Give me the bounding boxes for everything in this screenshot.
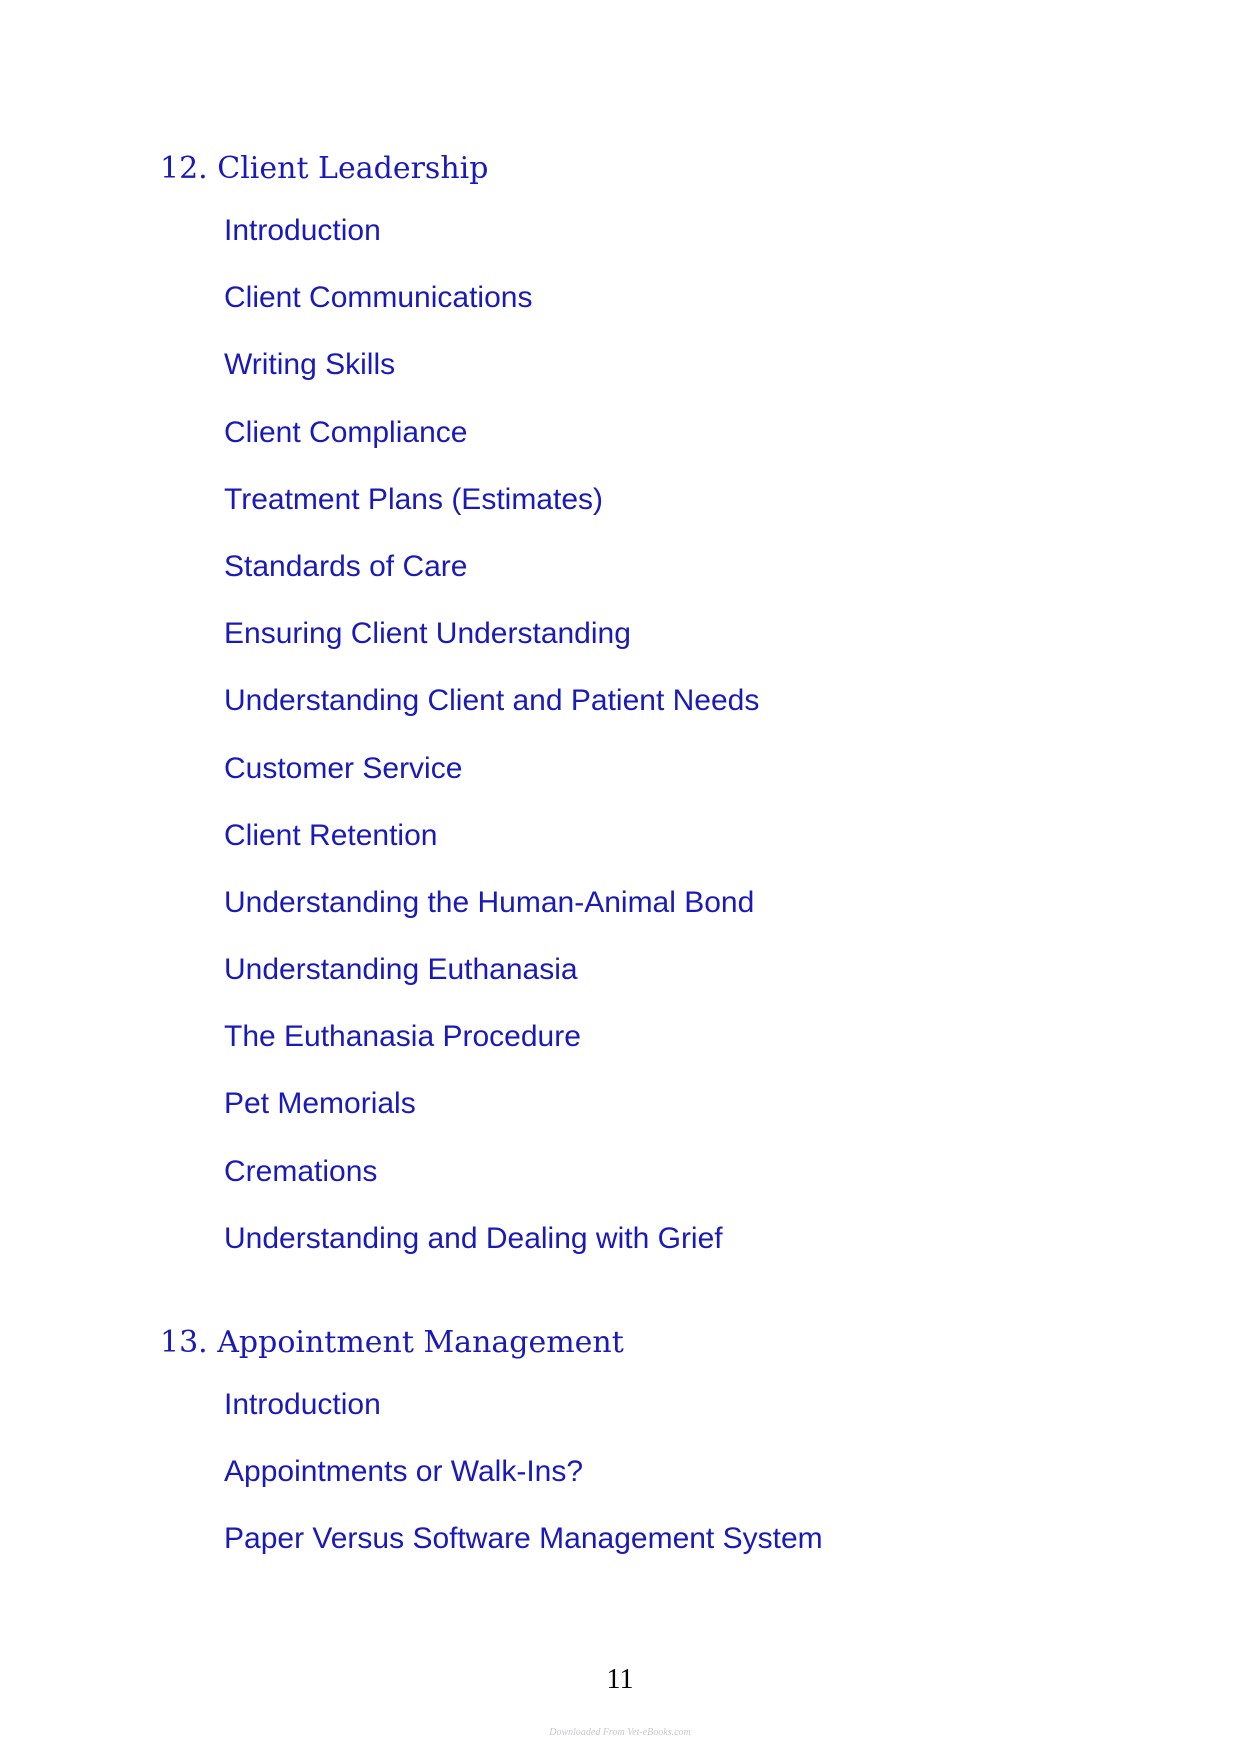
- toc-item-introduction[interactable]: [224, 211, 759, 278]
- toc-link[interactable]: Pet Memorials: [224, 1087, 416, 1121]
- toc-item-human-animal-bond[interactable]: [224, 883, 759, 950]
- toc-item-client-retention[interactable]: [224, 816, 759, 883]
- toc-list: [224, 211, 759, 1286]
- toc-item-client-compliance[interactable]: [224, 413, 759, 480]
- toc-item-paper-versus-software[interactable]: [224, 1519, 823, 1586]
- toc-link[interactable]: Understanding and Dealing with Grief: [224, 1221, 723, 1255]
- toc-item-ensuring-client-understanding[interactable]: [224, 614, 759, 681]
- toc-link[interactable]: Cremations: [224, 1154, 378, 1188]
- toc-link[interactable]: Writing Skills: [224, 348, 396, 382]
- toc-link[interactable]: Client Compliance: [224, 415, 468, 449]
- toc-item-standards-of-care[interactable]: [224, 547, 759, 614]
- toc-item-appointments-or-walk-ins[interactable]: [224, 1452, 823, 1519]
- page-number: 11: [606, 1664, 634, 1695]
- watermark-text: Downloaded From Vet-eBooks.com: [549, 1727, 691, 1738]
- toc-link[interactable]: Understanding the Human-Animal Bond: [224, 885, 755, 919]
- toc-link[interactable]: Client Communications: [224, 281, 533, 315]
- toc-link[interactable]: Customer Service: [224, 751, 463, 785]
- toc-link[interactable]: Understanding Euthanasia: [224, 953, 578, 987]
- toc-link[interactable]: Ensuring Client Understanding: [224, 617, 631, 651]
- toc-item-treatment-plans[interactable]: [224, 480, 759, 547]
- toc-item-customer-service[interactable]: [224, 749, 759, 816]
- toc-item-writing-skills[interactable]: [224, 345, 759, 412]
- toc-item-introduction[interactable]: [224, 1385, 823, 1452]
- toc-item-pet-memorials[interactable]: [224, 1084, 759, 1151]
- toc-link[interactable]: Understanding Client and Patient Needs: [224, 684, 760, 718]
- toc-list: [224, 1385, 823, 1587]
- toc-item-euthanasia-procedure[interactable]: [224, 1017, 759, 1084]
- chapter-title[interactable]: 12. Client Leadership: [160, 151, 489, 186]
- toc-link[interactable]: Appointments or Walk-Ins?: [224, 1455, 584, 1489]
- toc-item-understanding-client-patient-needs[interactable]: [224, 681, 759, 748]
- toc-item-cremations[interactable]: [224, 1152, 759, 1219]
- toc-link[interactable]: Treatment Plans (Estimates): [224, 482, 603, 516]
- toc-item-client-communications[interactable]: [224, 278, 759, 345]
- toc-link[interactable]: Introduction: [224, 1388, 381, 1421]
- toc-item-dealing-with-grief[interactable]: [224, 1219, 759, 1286]
- toc-item-understanding-euthanasia[interactable]: [224, 950, 759, 1017]
- toc-link[interactable]: Client Retention: [224, 818, 438, 852]
- toc-link[interactable]: Paper Versus Software Management System: [224, 1522, 823, 1556]
- toc-link[interactable]: The Euthanasia Procedure: [224, 1020, 581, 1054]
- toc-link[interactable]: Introduction: [224, 214, 381, 247]
- chapter-title[interactable]: 13. Appointment Management: [160, 1325, 624, 1360]
- toc-link[interactable]: Standards of Care: [224, 549, 468, 583]
